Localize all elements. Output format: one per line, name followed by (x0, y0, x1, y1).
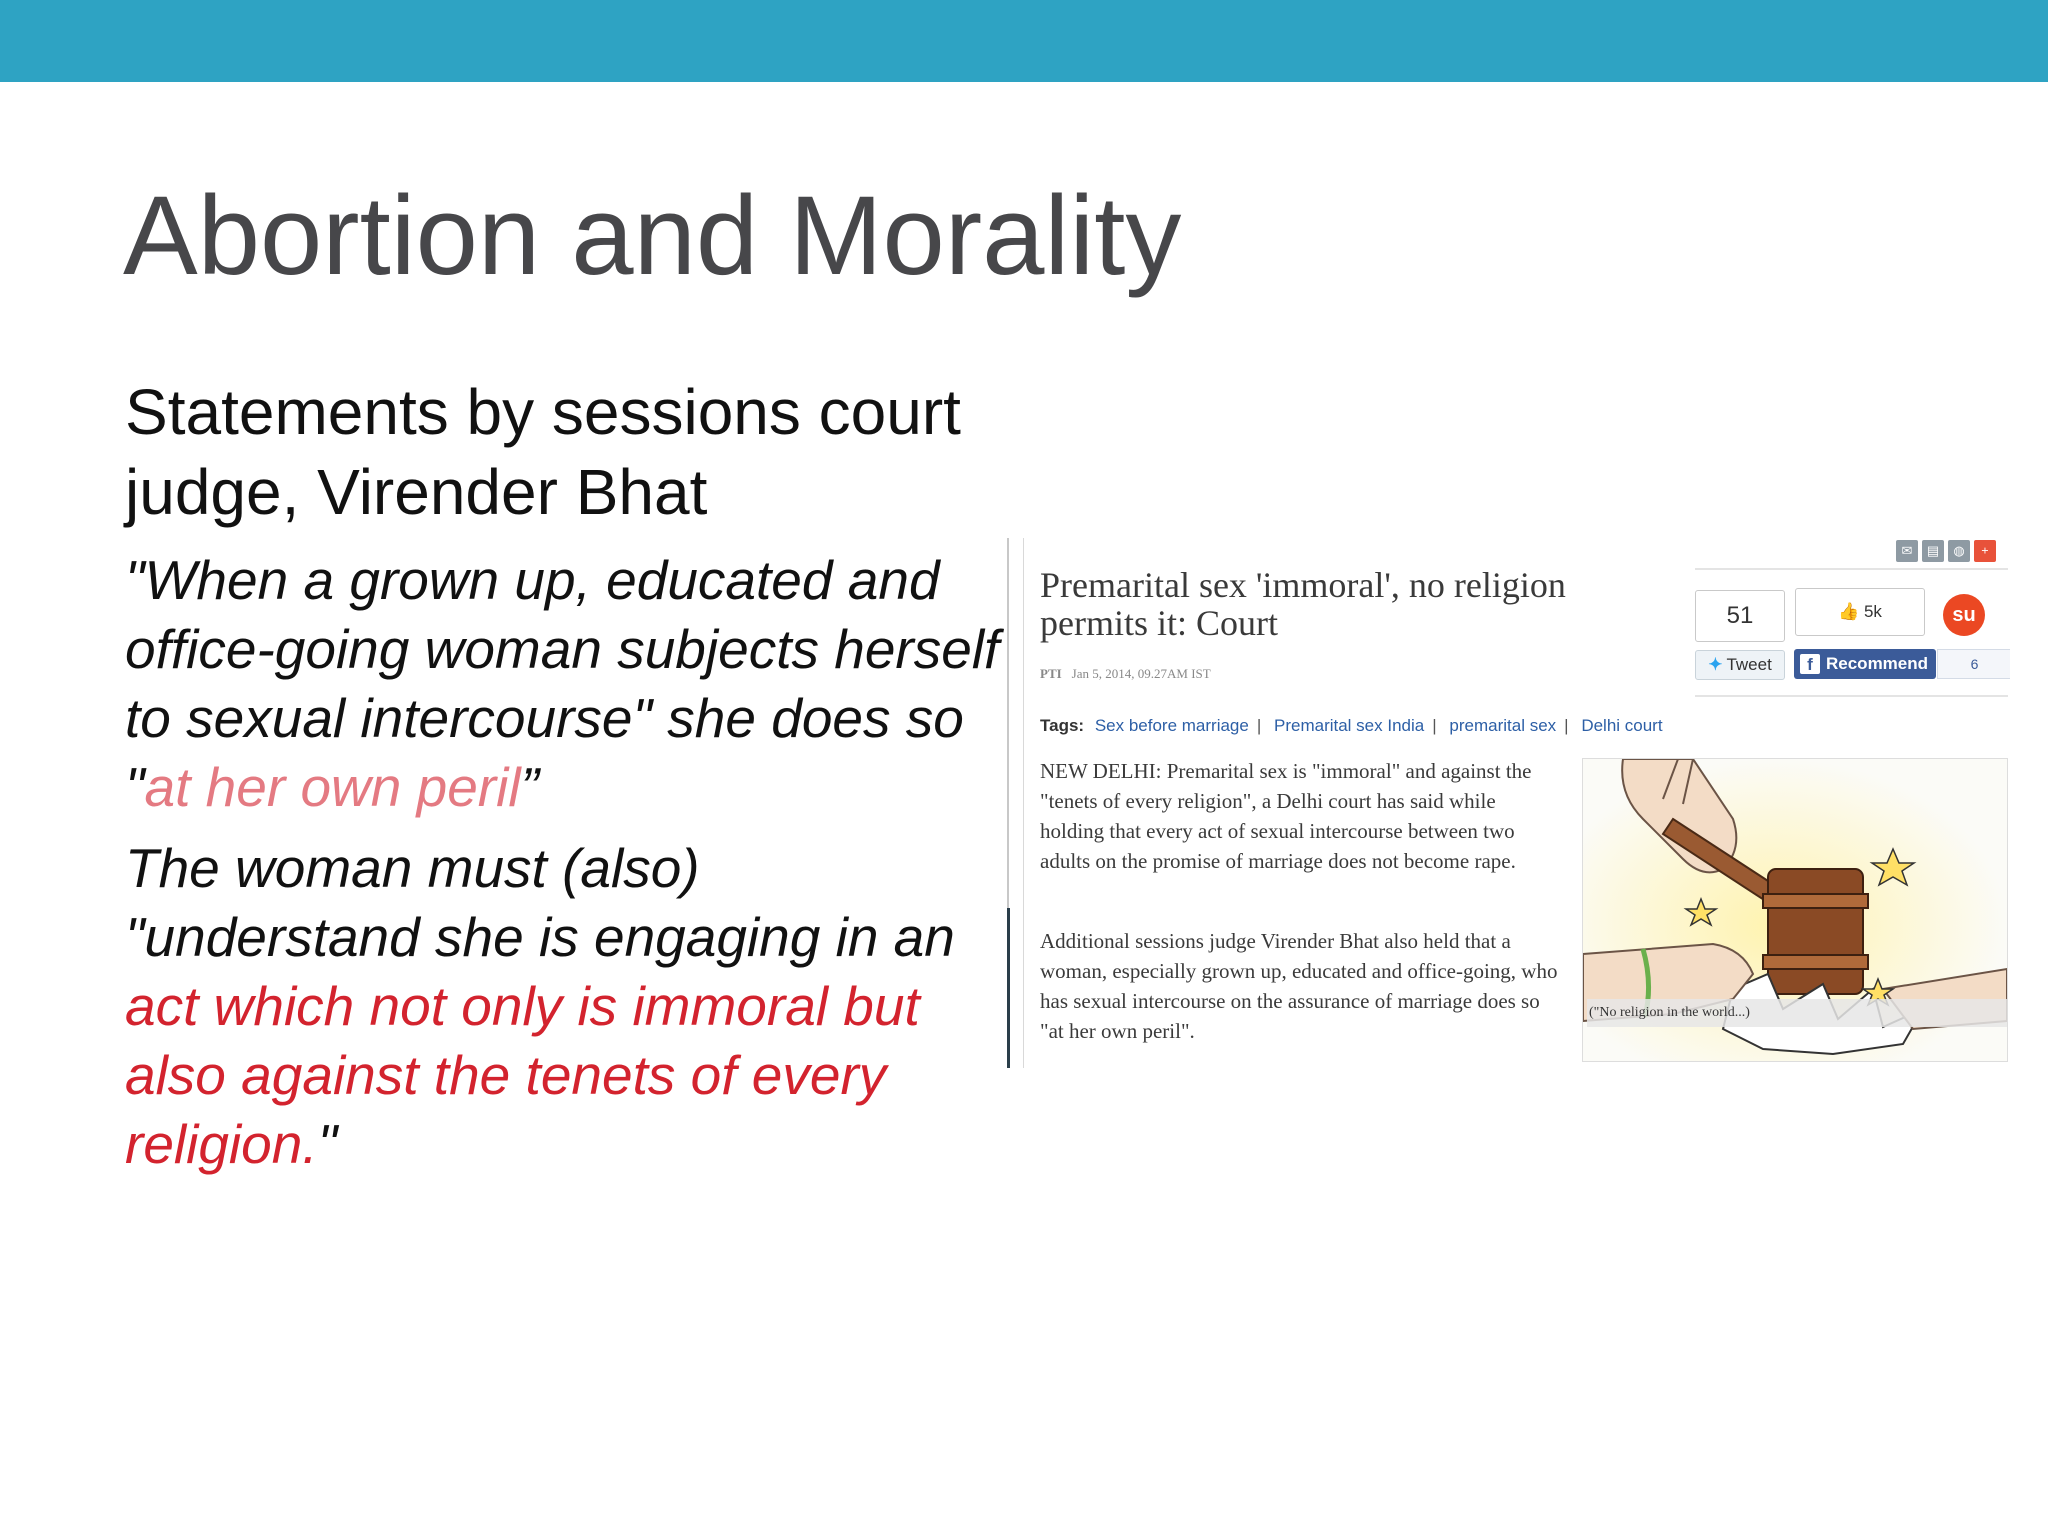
like-count (1795, 588, 1925, 636)
tweet-button[interactable] (1695, 650, 1785, 680)
article-edge-dark (1007, 908, 1010, 1068)
thumbs-up-icon: 👍 (1838, 602, 1860, 621)
share-icon-row (1896, 540, 1996, 562)
tweet-count: 51 (1695, 590, 1785, 642)
quote-at-own-peril (125, 546, 1005, 822)
quote-immoral-act (125, 834, 1005, 1179)
news-article-screenshot (1007, 538, 2010, 1068)
twitter-icon: ✦ (1708, 655, 1723, 674)
email-icon[interactable]: ✉ (1896, 540, 1918, 562)
article-headline: Premarital sex 'immoral', no religion permits it: Court (1040, 565, 1566, 643)
article-tags: Tags: Sex before marriage | Premarital sex India | premarital sex | Delhi court (1040, 716, 1663, 735)
print-icon[interactable]: ▤ (1922, 540, 1944, 562)
quote2-highlight: act which not only is immoral but also against the tenets of every religion. (125, 975, 920, 1175)
article-divider (1023, 538, 1024, 1068)
tag-link[interactable]: Premarital sex India (1274, 716, 1425, 735)
slide-subtitle: Statements by sessions court judge, Virender Bhat (125, 376, 961, 528)
tag-link[interactable]: Sex before marriage (1094, 716, 1249, 735)
quote1-tail: ” (520, 756, 539, 818)
tags-label: Tags: (1040, 716, 1085, 735)
tweet-label: Tweet (1726, 655, 1772, 674)
article-paragraph: Additional sessions judge Virender Bhat also held that a woman, especially grown up, educated and office-going, who has sexual intercourse on the assurance of marriage does so "at her own peril". (1040, 929, 1558, 1043)
quote2-lead: The woman must (also) "understand she is engaging in an (125, 837, 955, 968)
quote1-lead: "When a grown up, educated and office-going woman subjects herself to sexual intercourse" she does so " (125, 549, 1000, 818)
plus-icon[interactable]: + (1974, 540, 1996, 562)
quote2-tail: " (317, 1113, 338, 1175)
tag-link[interactable]: premarital sex (1449, 716, 1557, 735)
recommend-count: 6 (1937, 649, 2010, 679)
share-divider (1695, 568, 2008, 570)
slide-title: Abortion and Morality (123, 173, 1182, 298)
article-paragraph: NEW DELHI: Premarital sex is "immoral" and against the "tenets of every religion", a Delhi court has said while holding that every act of sexual intercourse between two adults on the promise of marriage does not become rape. (1040, 759, 1532, 873)
top-accent-bar (0, 0, 2048, 82)
article-byline (1040, 666, 1211, 682)
share-divider-bottom (1695, 695, 2008, 697)
byline-source: PTI (1040, 666, 1062, 681)
like-count-value: 5k (1863, 602, 1882, 621)
image-caption: ("No religion in the world...) (1587, 999, 2007, 1027)
byline-date: Jan 5, 2014, 09.27AM IST (1071, 666, 1211, 681)
quote1-highlight: at her own peril (144, 756, 521, 818)
recommend-label: Recommend (1826, 654, 1929, 673)
tag-link[interactable]: Delhi court (1581, 716, 1663, 735)
recommend-button[interactable] (1794, 649, 1936, 679)
save-icon[interactable]: ◍ (1948, 540, 1970, 562)
stumbleupon-icon[interactable]: su (1943, 594, 1985, 636)
article-illustration (1582, 758, 2008, 1062)
facebook-icon: f (1800, 654, 1820, 674)
